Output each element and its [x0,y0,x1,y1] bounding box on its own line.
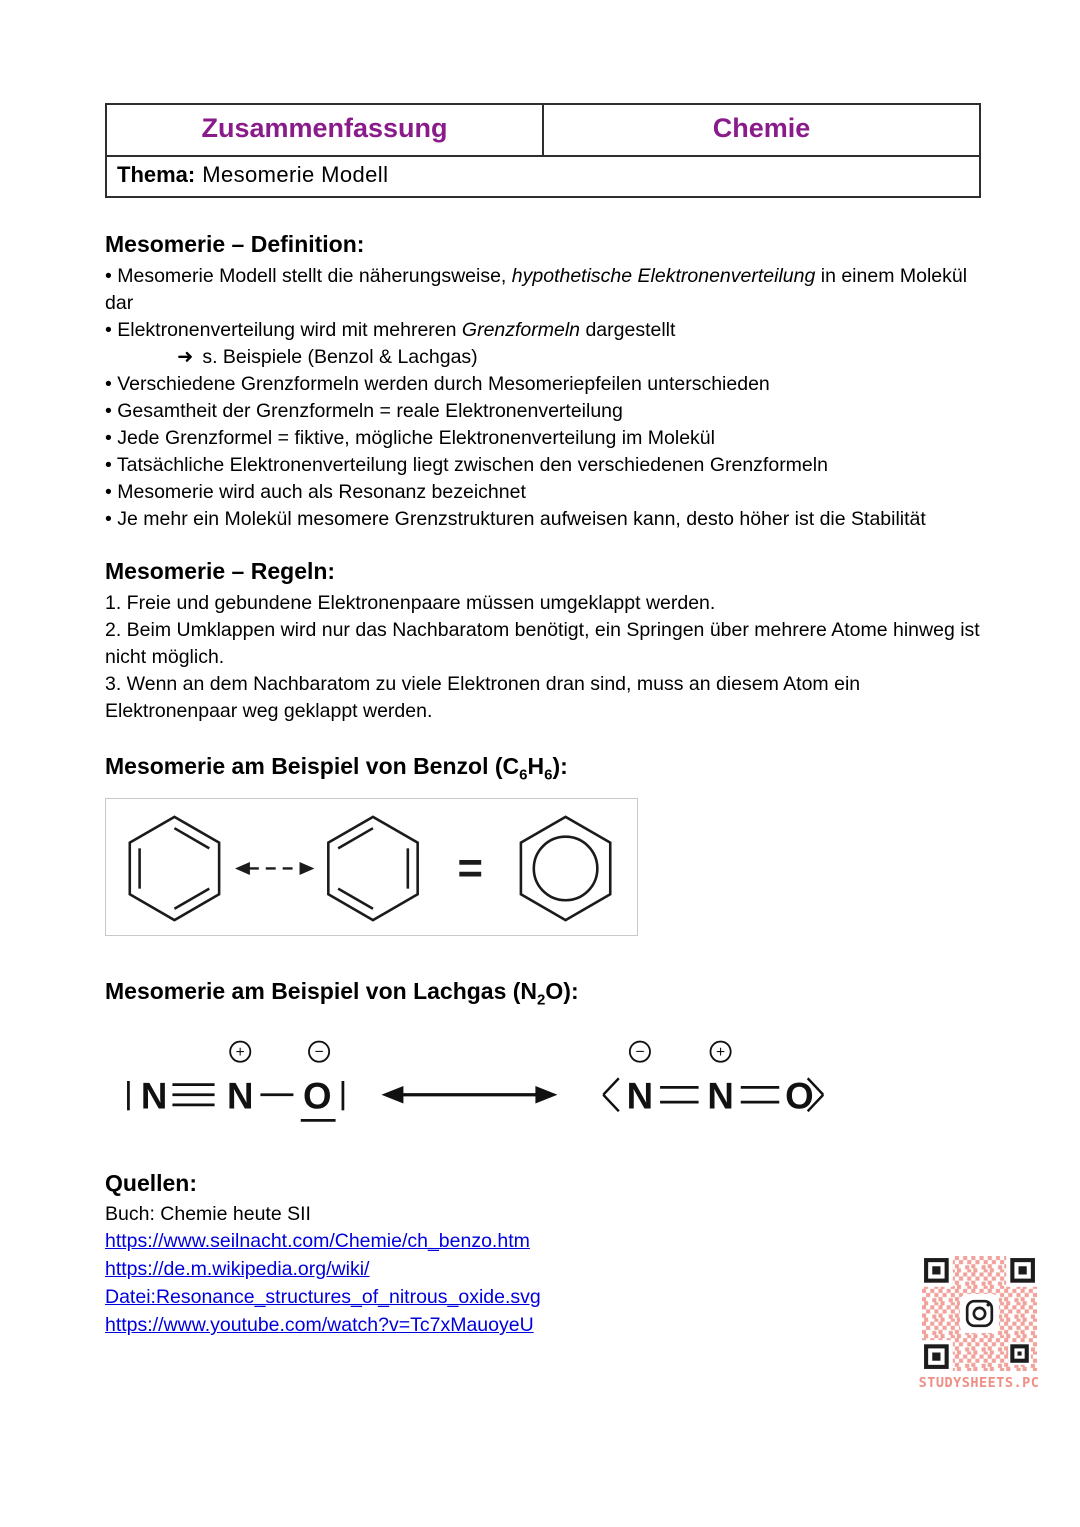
atom-n: N [140,1075,168,1117]
benzene-resonance-figure [106,799,637,935]
qr-footer [916,1256,1042,1391]
subscript: 6 [544,766,553,784]
thema-value: Mesomerie Modell [202,162,389,187]
bullet-text: • Jede Grenzformel = fiktive, mögliche Elektronenverteilung im Molekül [105,427,715,449]
atom-o: O [785,1075,814,1117]
atom-n: N [626,1075,654,1117]
resonance-arrow-icon [381,1086,557,1103]
bullet-text: • Mesomerie wird auch als Resonanz bezeichnet [105,481,526,503]
source-link[interactable]: Datei:Resonance_structures_of_nitrous_oxide.svg [105,1286,541,1309]
header-title-left-cell [107,105,544,155]
definition-sub-bullet [105,344,981,371]
benzol-heading [105,753,981,784]
instagram-icon [959,1294,998,1333]
definition-bullet [105,452,981,479]
equals-sign: = [457,842,484,892]
qr-finder-top-right [1006,1256,1037,1287]
source-link-line [105,1284,981,1312]
rule-item: 2. Beim Umklappen wird nur das Nachbaratom benötigt, ein Springen über mehrere Atome hinweg ist nicht möglich. [105,619,980,668]
source-link[interactable]: https://de.m.wikipedia.org/wiki/ [105,1258,370,1281]
benzene-kekule-structure-1 [130,816,219,919]
n2o-resonance-figure [111,1026,837,1136]
source-link-line [105,1312,981,1340]
source-link-line [105,1228,981,1256]
source-link-line [105,1256,981,1284]
minus-charge-icon: − [314,1043,324,1061]
resonance-arrow-icon [235,862,314,875]
definition-bullet [105,317,981,344]
bullet-text: • Je mehr ein Molekül mesomere Grenzstrukturen aufweisen kann, desto höher ist die Stabilität [105,508,926,530]
minus-charge-icon: − [635,1043,645,1061]
atom-n: N [707,1075,734,1117]
subscript: 2 [537,991,546,1009]
benzene-kekule-structure-2 [328,816,417,919]
subject-title: Chemie [712,113,811,143]
definition-bullet [105,263,981,317]
header-title-right-cell [544,105,979,155]
rules-heading: Mesomerie – Regeln: [105,558,336,584]
header-table [105,103,981,198]
source-link[interactable]: https://www.seilnacht.com/Chemie/ch_benzo.htm [105,1230,530,1253]
bullet-italic-text: Grenzformeln [461,319,581,341]
brand-text: STUDYSHEETS.PC [918,1375,1040,1391]
qr-alignment-bottom-right [1008,1342,1031,1365]
header-title-row [107,105,979,157]
definition-bullet [105,506,981,533]
plus-charge-icon: + [235,1044,245,1062]
page-content [105,103,981,1340]
bullet-text: • Elektronenverteilung wird mit mehreren [105,319,462,341]
atom-o: O [302,1075,332,1117]
thema-label: Thema: [117,162,196,187]
heading-text: O): [545,977,579,1004]
definition-bullet [105,371,981,398]
benzene-circle-structure [521,816,610,919]
rule-item: 1. Freie und gebundene Elektronenpaare müssen umgeklappt werden. [105,592,716,614]
heading-text: H [527,753,545,779]
lachgas-heading [105,978,981,1009]
definition-bullet [105,479,981,506]
rule-item: 3. Wenn an dem Nachbaratom zu viele Elektronen dran sind, muss an diesem Atom ein Elektronenpaar weg geklappt werden. [105,673,861,722]
summary-title: Zusammenfassung [201,113,448,143]
qr-finder-top-left [922,1256,953,1287]
source-link[interactable]: https://www.youtube.com/watch?v=Tc7xMauoyeU [105,1314,534,1337]
bullet-text: • Tatsächliche Elektronenverteilung liegt zwischen den verschiedenen Grenzformeln [105,454,828,476]
bullet-text: s. Beispiele (Benzol & Lachgas) [202,346,478,368]
bullet-text: dargestellt [580,319,676,341]
bullet-text: • Gesamtheit der Grenzformeln = reale Elektronenverteilung [105,400,623,422]
definition-heading: Mesomerie – Definition: [105,231,365,257]
source-book: Buch: Chemie heute SII [105,1203,311,1226]
heading-text: ): [552,753,568,779]
bullet-text: • Mesomerie Modell stellt die näherungsweise, [105,265,512,287]
subscript: 6 [519,766,528,784]
sources-heading: Quellen: [105,1170,198,1197]
thema-row [107,157,979,196]
qr-code [922,1256,1037,1371]
heading-text: Mesomerie am Beispiel von Lachgas (N [105,977,538,1004]
arrow-icon: ➜ [177,346,194,368]
definition-bullet [105,425,981,452]
qr-finder-bottom-left [922,1340,953,1371]
bullet-text: • Verschiedene Grenzformeln werden durch Mesomeriepfeilen unterschieden [105,373,770,395]
bullet-italic-text: hypothetische Elektronenverteilung [511,265,816,287]
atom-n: N [227,1075,254,1117]
plus-charge-icon: + [716,1044,726,1062]
bullet-text: in einem Molekül dar [105,265,968,314]
definition-bullet [105,398,981,425]
heading-text: Mesomerie am Beispiel von Benzol (C [105,753,520,779]
n2o-figure-wrap [111,1026,981,1136]
benzene-figure-box [105,798,638,936]
